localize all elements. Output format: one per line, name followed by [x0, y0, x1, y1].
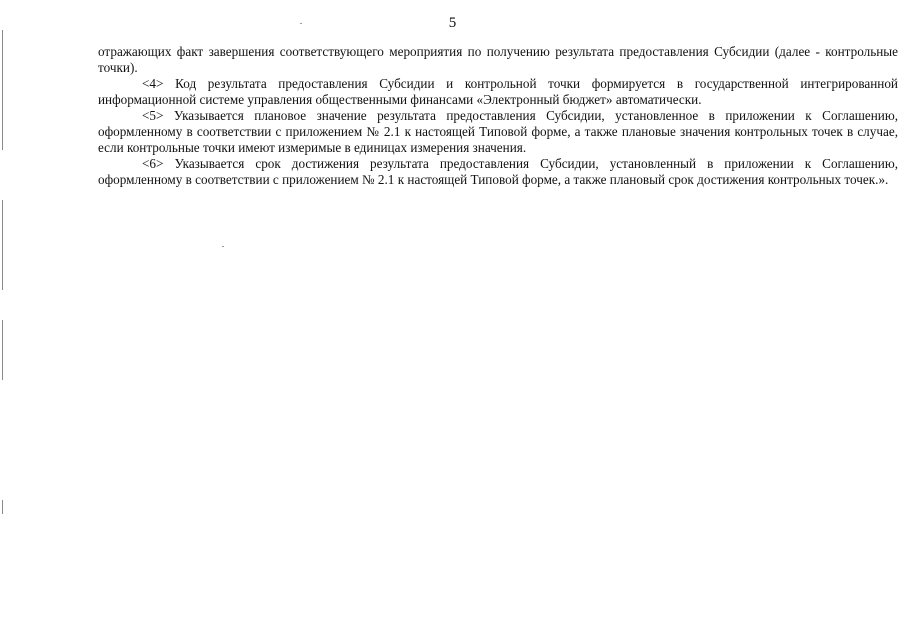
scan-margin-artifact — [2, 200, 3, 290]
paragraph-continuation: отражающих факт завершения соответствующего мероприятия по получению результата предоставления Субсидии (далее - контрольные точки). — [98, 44, 898, 75]
footnote-5: <5> Указывается плановое значение результата предоставления Субсидии, установленное в приложении к Соглашению, оформленному в соответствии с приложением № 2.1 к настоящей Типовой форме, а также плановые значения контрольных точек в случае, если контрольные точки имеют измеримые в единицах измерения значения. — [98, 108, 898, 155]
footnote-6: <6> Указывается срок достижения результата предоставления Субсидии, установленный в приложении к Соглашению, оформленному в соответствии с приложением № 2.1 к настоящей Типовой форме, а также плановый срок достижения контрольных точек.». — [98, 156, 898, 187]
scan-margin-artifact — [2, 500, 3, 514]
footnote-4: <4> Код результата предоставления Субсидии и контрольной точки формируется в государственной интегрированной информационной системе управления общественными финансами «Электронный бюджет» автоматически. — [98, 76, 898, 107]
scan-margin-artifact — [2, 30, 3, 150]
document-body — [98, 44, 898, 188]
scan-speck — [222, 246, 224, 247]
scan-margin-artifact — [2, 320, 3, 380]
page-number: 5 — [448, 15, 457, 31]
